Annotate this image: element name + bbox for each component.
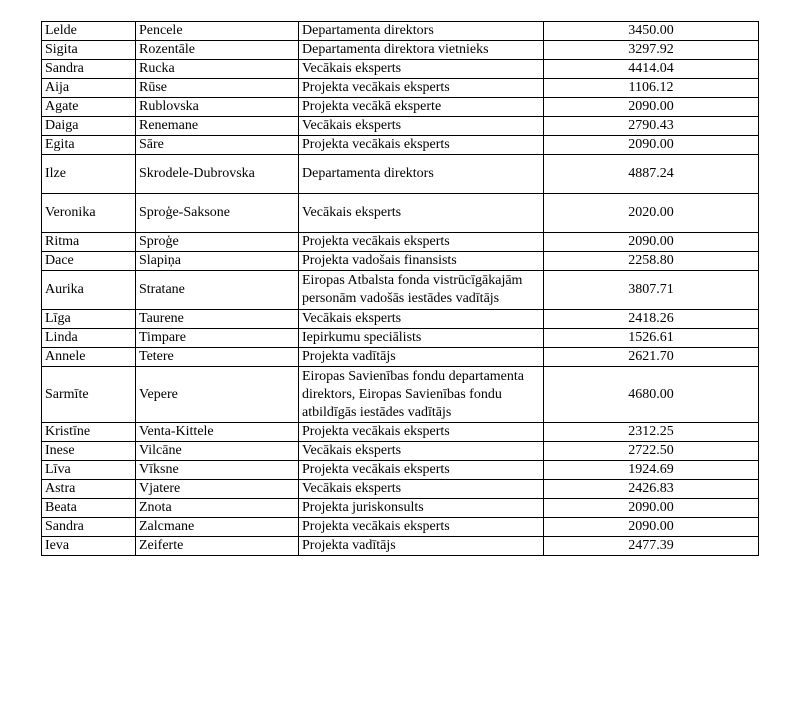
salary-cell: 2621.70 [544,348,759,367]
salary-cell: 1924.69 [544,461,759,480]
salary-cell: 3450.00 [544,22,759,41]
table-row [42,480,759,499]
salary-cell: 4680.00 [544,367,759,423]
position-cell: Projekta vecākā eksperte [299,98,544,117]
position-cell: Vecākais eksperts [299,117,544,136]
salary-cell: 2090.00 [544,233,759,252]
last-name-cell: Timpare [136,329,299,348]
table-row [42,79,759,98]
first-name-cell: Inese [42,442,136,461]
last-name-cell: Slapiņa [136,252,299,271]
table-row [42,537,759,556]
table-row [42,518,759,537]
table-row [42,367,759,423]
last-name-cell: Sproģe [136,233,299,252]
first-name-cell: Beata [42,499,136,518]
first-name-cell: Astra [42,480,136,499]
first-name-cell: Sandra [42,60,136,79]
salary-cell: 2418.26 [544,310,759,329]
salary-cell: 2312.25 [544,423,759,442]
table-row [42,423,759,442]
table-row [42,194,759,233]
salary-cell: 2020.00 [544,194,759,233]
salary-cell: 2090.00 [544,136,759,155]
last-name-cell: Zalcmane [136,518,299,537]
table-row [42,155,759,194]
position-cell: Projekta vadītājs [299,348,544,367]
first-name-cell: Kristīne [42,423,136,442]
last-name-cell: Stratane [136,271,299,310]
position-cell: Projekta vecākais eksperts [299,518,544,537]
first-name-cell: Līva [42,461,136,480]
last-name-cell: Pencele [136,22,299,41]
position-cell: Projekta vecākais eksperts [299,461,544,480]
salary-cell: 2090.00 [544,98,759,117]
last-name-cell: Rozentāle [136,41,299,60]
salary-cell: 4887.24 [544,155,759,194]
table-row [42,329,759,348]
table-row [42,98,759,117]
first-name-cell: Annele [42,348,136,367]
salary-cell: 2477.39 [544,537,759,556]
salary-cell: 4414.04 [544,60,759,79]
first-name-cell: Aurika [42,271,136,310]
first-name-cell: Lelde [42,22,136,41]
position-cell: Iepirkumu speciālists [299,329,544,348]
position-cell: Projekta vecākais eksperts [299,136,544,155]
position-cell: Vecākais eksperts [299,194,544,233]
last-name-cell: Venta-Kittele [136,423,299,442]
last-name-cell: Skrodele-Dubrovska [136,155,299,194]
table-row [42,442,759,461]
position-cell: Departamenta direktors [299,22,544,41]
salary-cell: 3297.92 [544,41,759,60]
position-cell: Vecākais eksperts [299,60,544,79]
salary-cell: 2090.00 [544,518,759,537]
table-row [42,271,759,310]
first-name-cell: Sarmīte [42,367,136,423]
position-cell: Projekta vadītājs [299,537,544,556]
last-name-cell: Rublovska [136,98,299,117]
position-cell: Departamenta direktora vietnieks [299,41,544,60]
first-name-cell: Egita [42,136,136,155]
salary-cell: 2426.83 [544,480,759,499]
last-name-cell: Taurene [136,310,299,329]
position-cell: Departamenta direktors [299,155,544,194]
first-name-cell: Ieva [42,537,136,556]
position-cell: Projekta vecākais eksperts [299,79,544,98]
last-name-cell: Sproģe-Saksone [136,194,299,233]
table-row [42,41,759,60]
first-name-cell: Linda [42,329,136,348]
last-name-cell: Zeiferte [136,537,299,556]
salary-cell: 2090.00 [544,499,759,518]
last-name-cell: Vepere [136,367,299,423]
last-name-cell: Sāre [136,136,299,155]
salary-cell: 1526.61 [544,329,759,348]
table-row [42,22,759,41]
first-name-cell: Aija [42,79,136,98]
position-cell: Eiropas Atbalsta fonda vistrūcīgākajām personām vadošās iestādes vadītājs [299,271,544,310]
table-row [42,117,759,136]
first-name-cell: Agate [42,98,136,117]
position-cell: Vecākais eksperts [299,480,544,499]
last-name-cell: Tetere [136,348,299,367]
table-row [42,136,759,155]
first-name-cell: Dace [42,252,136,271]
last-name-cell: Vilcāne [136,442,299,461]
first-name-cell: Ritma [42,233,136,252]
last-name-cell: Znota [136,499,299,518]
last-name-cell: Rucka [136,60,299,79]
salary-cell: 2258.80 [544,252,759,271]
position-cell: Vecākais eksperts [299,442,544,461]
salary-cell: 2722.50 [544,442,759,461]
salary-cell: 1106.12 [544,79,759,98]
first-name-cell: Sandra [42,518,136,537]
first-name-cell: Veronika [42,194,136,233]
last-name-cell: Vjatere [136,480,299,499]
staff-table-body [42,22,759,556]
table-row [42,310,759,329]
table-row [42,348,759,367]
position-cell: Projekta juriskonsults [299,499,544,518]
table-row [42,252,759,271]
salary-cell: 3807.71 [544,271,759,310]
position-cell: Vecākais eksperts [299,310,544,329]
table-row [42,499,759,518]
first-name-cell: Sigita [42,41,136,60]
last-name-cell: Renemane [136,117,299,136]
table-row [42,461,759,480]
table-row [42,233,759,252]
position-cell: Eiropas Savienības fondu departamenta direktors, Eiropas Savienības fondu atbildīgās iestādes vadītājs [299,367,544,423]
last-name-cell: Rūse [136,79,299,98]
last-name-cell: Vīksne [136,461,299,480]
position-cell: Projekta vecākais eksperts [299,423,544,442]
first-name-cell: Daiga [42,117,136,136]
staff-salary-table [41,21,759,556]
salary-cell: 2790.43 [544,117,759,136]
first-name-cell: Līga [42,310,136,329]
first-name-cell: Ilze [42,155,136,194]
position-cell: Projekta vadošais finansists [299,252,544,271]
position-cell: Projekta vecākais eksperts [299,233,544,252]
table-row [42,60,759,79]
